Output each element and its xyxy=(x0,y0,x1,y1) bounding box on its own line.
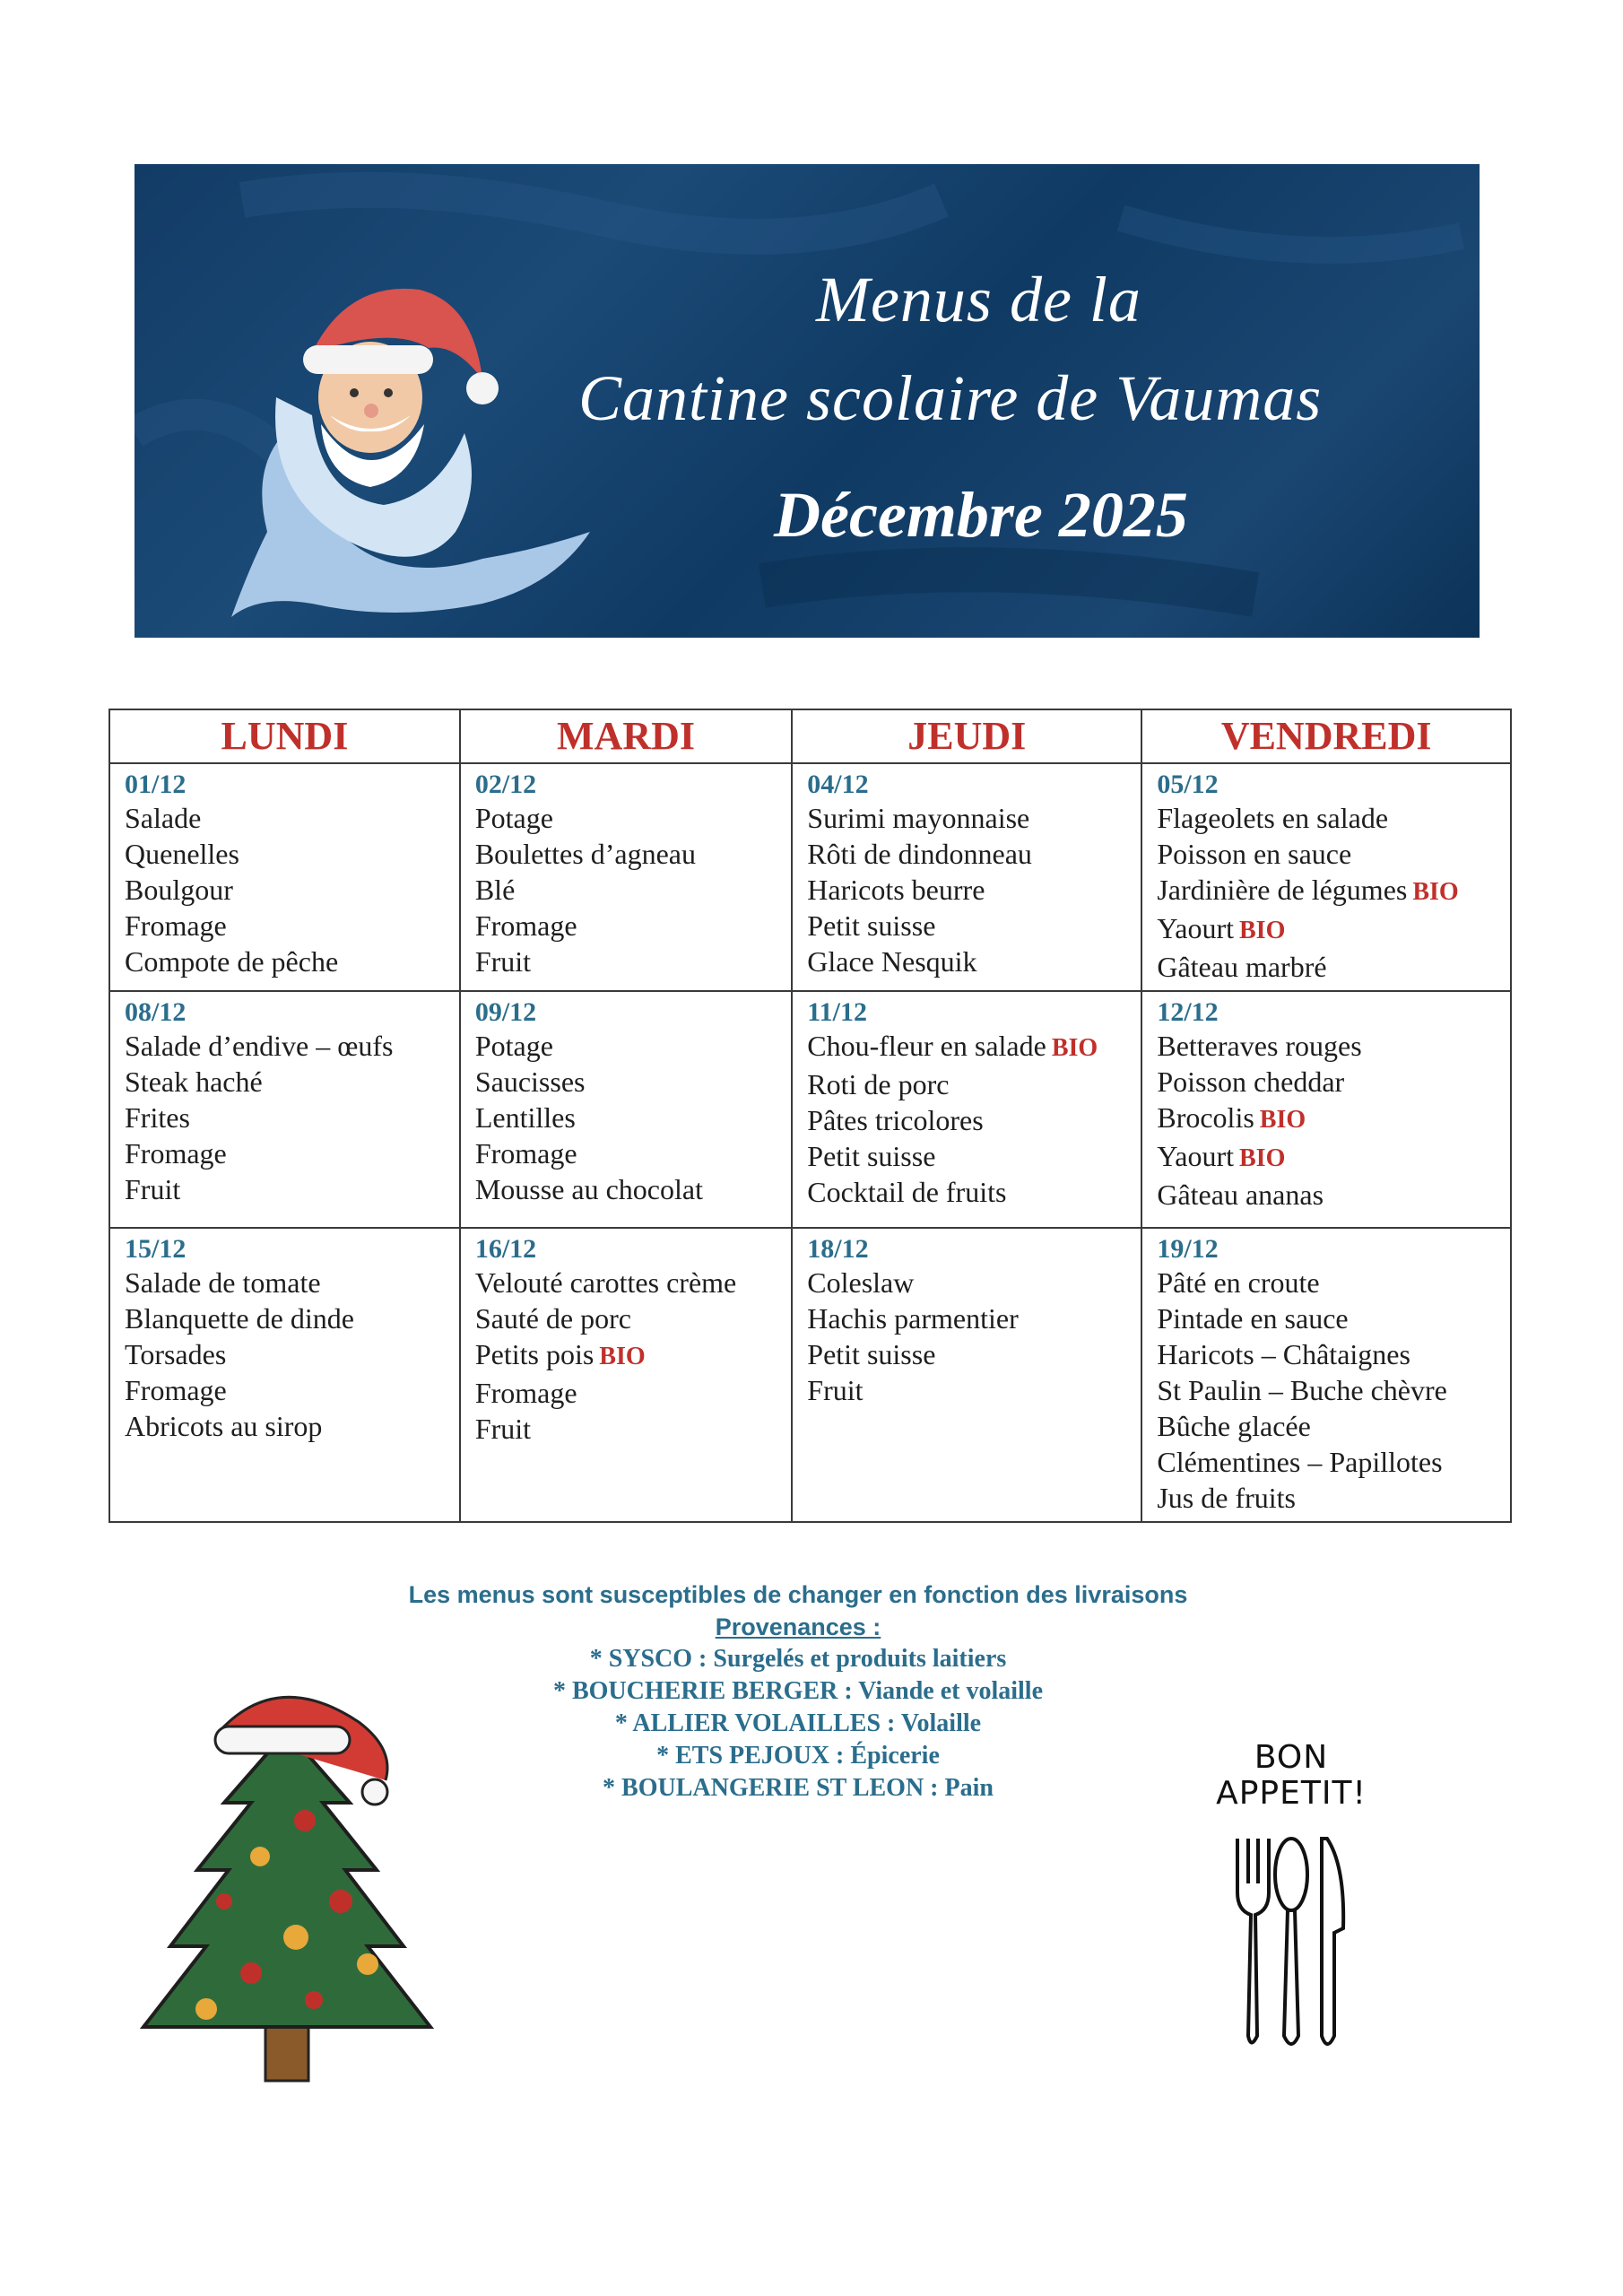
dish-name: Potage xyxy=(474,802,553,834)
menu-date: 04/12 xyxy=(807,770,869,799)
menu-dish xyxy=(807,1336,1132,1372)
menu-dish xyxy=(807,944,1132,979)
dish-name: Fromage xyxy=(474,1377,577,1409)
menu-dish xyxy=(1157,1444,1501,1480)
menu-dish xyxy=(475,1100,782,1135)
day-menu-cell xyxy=(109,991,460,1228)
menu-dish xyxy=(1157,1300,1501,1336)
menu-dish xyxy=(807,1066,1132,1102)
week-row xyxy=(109,1228,1511,1522)
dish-name: Blanquette de dinde xyxy=(125,1302,354,1335)
menu-dish xyxy=(1157,1408,1501,1444)
dish-name: Frites xyxy=(125,1101,190,1134)
dish-name: Yaourt xyxy=(1157,912,1234,944)
menu-dish xyxy=(475,1135,782,1171)
dish-name: St Paulin – Buche chèvre xyxy=(1157,1374,1447,1406)
dish-name: Chou-fleur en salade xyxy=(807,1030,1046,1062)
day-header-mardi: MARDI xyxy=(460,709,792,763)
menu-dish xyxy=(807,908,1132,944)
dish-name: Potage xyxy=(474,1030,553,1062)
menu-dish xyxy=(125,1064,450,1100)
dish-name: Pâtes tricolores xyxy=(807,1104,984,1136)
day-menu-cell xyxy=(792,763,1141,991)
menu-dish xyxy=(475,1336,782,1375)
dish-name: Surimi mayonnaise xyxy=(807,802,1030,834)
dish-name: Fromage xyxy=(125,909,227,942)
menu-dish xyxy=(1157,1336,1501,1372)
provenance-item: * ETS PEJOUX : Épicerie xyxy=(656,1742,940,1770)
day-header-jeudi: JEUDI xyxy=(792,709,1141,763)
dish-name: Fromage xyxy=(125,1374,227,1406)
menu-date: 02/12 xyxy=(474,770,537,799)
week-row xyxy=(109,763,1511,991)
dish-name: Quenelles xyxy=(125,838,239,870)
menu-dish xyxy=(807,1138,1132,1174)
dish-name: Compote de pêche xyxy=(125,945,339,978)
menu-dish xyxy=(475,1375,782,1411)
dish-name: Salade de tomate xyxy=(125,1266,321,1299)
menu-dish xyxy=(807,800,1132,836)
menu-dish xyxy=(1157,1177,1501,1213)
dish-name: Brocolis xyxy=(1157,1101,1254,1134)
bio-label: BIO xyxy=(599,1343,646,1370)
santa-illustration xyxy=(213,263,716,622)
dish-name: Fruit xyxy=(474,945,532,978)
day-menu-cell xyxy=(792,991,1141,1228)
day-menu-cell xyxy=(1141,1228,1511,1522)
provenances-title: Provenances : xyxy=(715,1613,881,1640)
menu-dish xyxy=(807,1174,1132,1210)
menu-date: 16/12 xyxy=(474,1234,537,1264)
dish-name: Bûche glacée xyxy=(1157,1410,1311,1442)
menu-dish xyxy=(1157,1372,1501,1408)
menu-table xyxy=(108,709,1512,1523)
dish-name: Fruit xyxy=(474,1413,532,1445)
day-menu-cell xyxy=(109,1228,460,1522)
menu-dish xyxy=(1157,800,1501,836)
dish-name: Cocktail de fruits xyxy=(807,1176,1007,1208)
menu-date: 09/12 xyxy=(474,997,537,1027)
dish-name: Jus de fruits xyxy=(1157,1482,1296,1514)
menu-dish xyxy=(807,1265,1132,1300)
dish-name: Jardinière de légumes xyxy=(1157,874,1408,906)
bio-label: BIO xyxy=(1412,878,1459,906)
dish-name: Salade xyxy=(125,802,202,834)
provenance-item: * BOUCHERIE BERGER : Viande et volaille xyxy=(552,1677,1044,1705)
menu-dish xyxy=(1157,872,1501,910)
menu-dish xyxy=(125,1135,450,1171)
menu-dish xyxy=(1157,1100,1501,1138)
dish-name: Saucisses xyxy=(474,1065,586,1098)
dish-name: Blé xyxy=(474,874,516,906)
day-menu-cell xyxy=(460,991,792,1228)
banner-title-line1: Menus de la xyxy=(816,264,1141,335)
dish-name: Haricots – Châtaignes xyxy=(1157,1338,1410,1370)
menu-dish xyxy=(807,1372,1132,1408)
banner-title-month: Décembre 2025 xyxy=(774,479,1188,551)
day-menu-cell xyxy=(1141,763,1511,991)
menu-dish xyxy=(475,1028,782,1064)
day-menu-cell xyxy=(109,763,460,991)
menu-dish xyxy=(475,1171,782,1207)
dish-name: Hachis parmentier xyxy=(807,1302,1019,1335)
bio-label: BIO xyxy=(1259,1106,1306,1134)
menu-date: 19/12 xyxy=(1157,1234,1219,1264)
menu-dish xyxy=(1157,836,1501,872)
dish-name: Petit suisse xyxy=(807,1338,936,1370)
menu-dish xyxy=(125,908,450,944)
dish-name: Velouté carottes crème xyxy=(474,1266,737,1299)
banner-title-line2: Cantine scolaire de Vaumas xyxy=(578,362,1323,434)
menu-date: 15/12 xyxy=(125,1234,187,1264)
dish-name: Torsades xyxy=(125,1338,227,1370)
dish-name: Fruit xyxy=(807,1374,864,1406)
dish-name: Fromage xyxy=(125,1137,227,1170)
footer-notes xyxy=(350,1578,1246,1805)
bio-label: BIO xyxy=(1239,917,1286,944)
dish-name: Mousse au chocolat xyxy=(474,1173,703,1205)
menu-dish xyxy=(475,908,782,944)
menu-dish xyxy=(1157,949,1501,985)
menu-dish xyxy=(125,1300,450,1336)
menu-dish xyxy=(1157,1265,1501,1300)
day-menu-cell xyxy=(1141,991,1511,1228)
dish-name: Steak haché xyxy=(125,1065,263,1098)
menu-dish xyxy=(1157,1480,1501,1516)
day-menu-cell xyxy=(460,763,792,991)
menu-dish xyxy=(125,1028,450,1064)
menu-dish xyxy=(475,872,782,908)
menu-dish xyxy=(125,1100,450,1135)
menu-dish xyxy=(475,1064,782,1100)
cutlery-icon xyxy=(1228,1830,1354,2054)
menu-dish xyxy=(125,800,450,836)
dish-name: Gâteau ananas xyxy=(1157,1178,1324,1211)
menu-dish xyxy=(125,944,450,979)
dish-name: Flageolets en salade xyxy=(1157,802,1389,834)
day-menu-cell xyxy=(792,1228,1141,1522)
menu-date: 08/12 xyxy=(125,997,187,1027)
change-notice: Les menus sont susceptibles de changer en fonction des livraisons xyxy=(408,1581,1188,1608)
bon-text: BON xyxy=(1254,1739,1329,1776)
menu-dish xyxy=(807,1300,1132,1336)
menu-dish xyxy=(1157,1028,1501,1064)
dish-name: Clémentines – Papillotes xyxy=(1157,1446,1443,1478)
menu-dish xyxy=(125,872,450,908)
bio-label: BIO xyxy=(1239,1144,1286,1172)
christmas-tree-icon xyxy=(135,1677,439,2090)
dish-name: Boulettes d’agneau xyxy=(474,838,696,870)
dish-name: Coleslaw xyxy=(807,1266,915,1299)
dish-name: Betteraves rouges xyxy=(1157,1030,1362,1062)
appetit-text: APPETIT! xyxy=(1216,1775,1367,1812)
menu-dish xyxy=(807,836,1132,872)
dish-name: Fruit xyxy=(125,1173,181,1205)
day-header-lundi: LUNDI xyxy=(109,709,460,763)
menu-dish xyxy=(125,1336,450,1372)
menu-date: 05/12 xyxy=(1157,770,1219,799)
dish-name: Petit suisse xyxy=(807,1140,936,1172)
menu-date: 11/12 xyxy=(807,997,867,1027)
menu-dish xyxy=(125,1265,450,1300)
provenance-item: * ALLIER VOLAILLES : Volaille xyxy=(614,1709,982,1737)
menu-dish xyxy=(1157,1138,1501,1177)
dish-name: Poisson cheddar xyxy=(1157,1065,1345,1098)
dish-name: Abricots au sirop xyxy=(125,1410,323,1442)
menu-dish xyxy=(1157,1064,1501,1100)
dish-name: Roti de porc xyxy=(807,1068,950,1100)
dish-name: Petits pois xyxy=(474,1338,595,1370)
dish-name: Pintade en sauce xyxy=(1157,1302,1349,1335)
dish-name: Salade d’endive – œufs xyxy=(125,1030,394,1062)
day-header-row xyxy=(109,709,1511,763)
week-row xyxy=(109,991,1511,1228)
provenance-item: * BOULANGERIE ST LEON : Pain xyxy=(603,1774,994,1802)
menu-dish xyxy=(475,1300,782,1336)
day-menu-cell xyxy=(460,1228,792,1522)
menu-dish xyxy=(1157,910,1501,949)
menu-dish xyxy=(807,872,1132,908)
menu-dish xyxy=(475,1411,782,1447)
menu-dish xyxy=(475,836,782,872)
menu-dish xyxy=(125,836,450,872)
menu-dish xyxy=(125,1171,450,1207)
menu-date: 18/12 xyxy=(807,1234,869,1264)
dish-name: Rôti de dindonneau xyxy=(807,838,1032,870)
menu-dish xyxy=(475,800,782,836)
bon-appetit-sign xyxy=(1202,1740,1381,2063)
dish-name: Petit suisse xyxy=(807,909,936,942)
header-banner xyxy=(135,164,1480,638)
dish-name: Glace Nesquik xyxy=(807,945,977,978)
dish-name: Poisson en sauce xyxy=(1157,838,1352,870)
day-header-vendredi: VENDREDI xyxy=(1141,709,1511,763)
menu-dish xyxy=(125,1408,450,1444)
dish-name: Fromage xyxy=(474,1137,577,1170)
menu-date: 01/12 xyxy=(125,770,187,799)
menu-dish xyxy=(807,1102,1132,1138)
menu-date: 12/12 xyxy=(1157,997,1219,1027)
dish-name: Fromage xyxy=(474,909,577,942)
provenance-item: * SYSCO : Surgelés et produits laitiers xyxy=(589,1645,1007,1673)
bio-label: BIO xyxy=(1051,1034,1098,1062)
menu-dish xyxy=(807,1028,1132,1066)
dish-name: Yaourt xyxy=(1157,1140,1234,1172)
dish-name: Pâté en croute xyxy=(1157,1266,1320,1299)
dish-name: Gâteau marbré xyxy=(1157,951,1327,983)
dish-name: Haricots beurre xyxy=(807,874,985,906)
menu-dish xyxy=(475,1265,782,1300)
menu-dish xyxy=(125,1372,450,1408)
menu-dish xyxy=(475,944,782,979)
dish-name: Boulgour xyxy=(125,874,233,906)
dish-name: Lentilles xyxy=(474,1101,576,1134)
dish-name: Sauté de porc xyxy=(474,1302,631,1335)
